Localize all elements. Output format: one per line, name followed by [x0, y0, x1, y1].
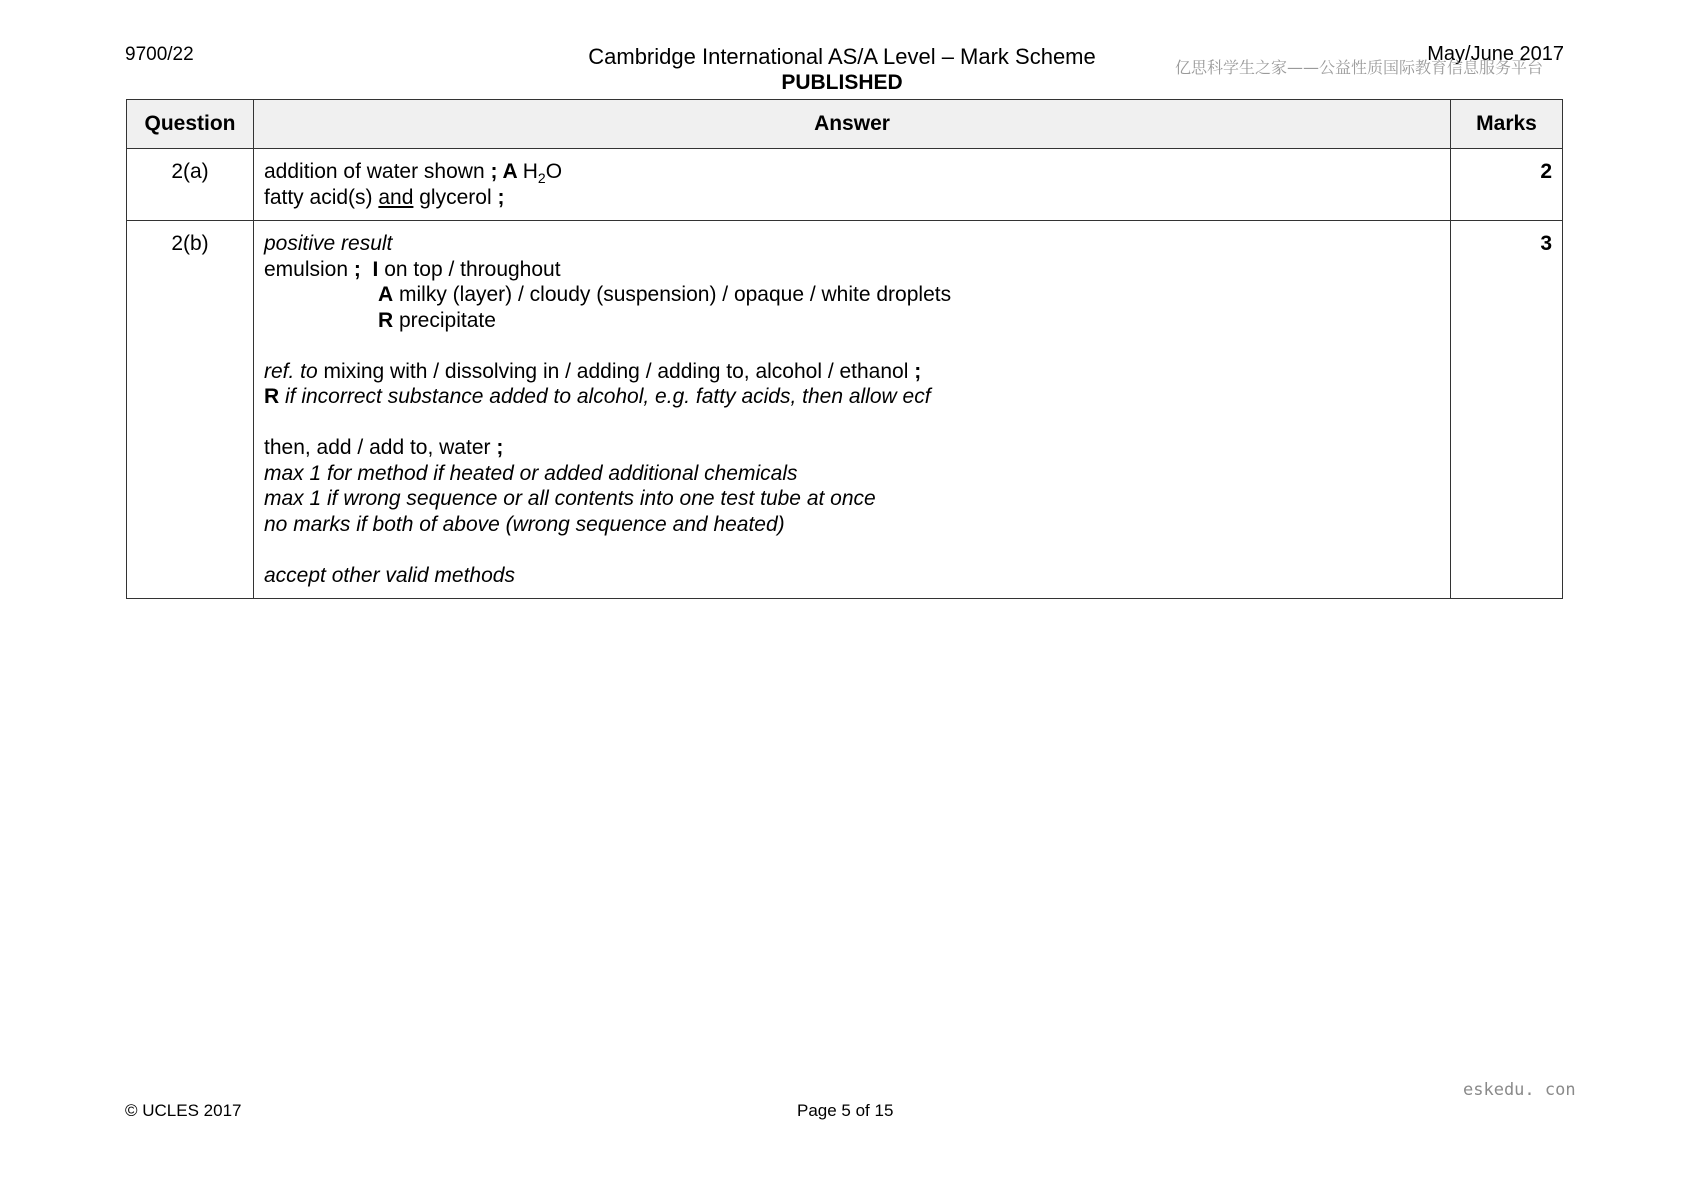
answer-line — [264, 282, 1440, 308]
accept-code: A — [378, 283, 394, 306]
marking-point-separator: ; — [497, 185, 505, 209]
table-header-row — [127, 100, 1563, 149]
underlined-keyword: and — [378, 185, 414, 209]
question-number: 2(b) — [127, 221, 254, 599]
answer-text: on top / throughout — [378, 257, 561, 281]
guidance-note: accept other valid methods — [264, 563, 515, 587]
reject-code: R — [378, 308, 394, 332]
answer-text: precipitate — [393, 308, 496, 332]
marking-point-separator: ; — [914, 359, 922, 383]
marking-point-separator: ; — [490, 160, 498, 183]
guidance-note: if incorrect substance added to alcohol, e.g. fatty acids, then allow ecf — [279, 385, 931, 408]
accept-code: A — [497, 160, 523, 183]
line-spacer — [264, 333, 1440, 359]
published-label: PUBLISHED — [781, 71, 903, 94]
paper-code: 9700/22 — [125, 44, 194, 65]
line-spacer — [264, 410, 1440, 436]
exam-session-date: May/June 2017 — [1427, 43, 1564, 65]
answer-line — [264, 257, 1440, 283]
answer-text: mixing with / dissolving in / adding / adding to, alcohol / ethanol — [317, 359, 915, 383]
line-spacer — [264, 537, 1440, 563]
answer-text: then, add / add to, water — [264, 436, 497, 459]
question-column-header: Question — [127, 100, 254, 149]
question-number: 2(a) — [127, 149, 254, 221]
table-row — [127, 149, 1563, 221]
guidance-note: max 1 if wrong sequence or all contents into one test tube at once — [264, 487, 876, 510]
answer-text: addition of water shown — [264, 160, 491, 183]
guidance-note: no marks if both of above (wrong sequence and heated) — [264, 512, 785, 536]
guidance-note: max 1 for method if heated or added additional chemicals — [264, 461, 798, 485]
copyright-notice: © UCLES 2017 — [125, 1101, 242, 1120]
marks-value: 2 — [1451, 149, 1563, 221]
answer-line — [264, 384, 1440, 410]
answer-column-header: Answer — [254, 100, 1451, 149]
answer-cell — [254, 221, 1451, 599]
formula-subscript: 2 — [537, 170, 546, 187]
marks-value: 3 — [1451, 221, 1563, 599]
page-number: Page 5 of 15 — [797, 1101, 894, 1120]
marks-column-header: Marks — [1451, 100, 1563, 149]
answer-line — [264, 159, 1440, 185]
table-row — [127, 221, 1563, 599]
footer-watermark: eskedu. con — [1463, 1080, 1576, 1100]
ignore-code: I — [360, 257, 379, 281]
marking-point-separator: ; — [353, 257, 361, 281]
answer-line — [264, 435, 1440, 461]
formula-text: H — [522, 160, 538, 183]
answer-line — [264, 185, 1440, 211]
marking-point-separator: ; — [496, 436, 504, 459]
reject-code: R — [264, 385, 280, 408]
answer-cell — [254, 149, 1451, 221]
reference-note: ref. to — [264, 359, 318, 383]
document-title-block — [542, 44, 1142, 96]
answer-text: milky (layer) / cloudy (suspension) / opaque / white droplets — [393, 283, 952, 306]
answer-line — [264, 308, 1440, 334]
answer-line: positive result — [264, 232, 393, 255]
formula-text: O — [545, 160, 563, 183]
header-watermark: 亿思科学生之家——公益性质国际教育信息服务平台 — [1175, 58, 1544, 77]
answer-text: glycerol — [413, 185, 498, 209]
mark-scheme-table — [126, 99, 1563, 599]
document-title: Cambridge International AS/A Level – Mark Scheme — [588, 44, 1096, 69]
answer-text: fatty acid(s) — [264, 185, 379, 209]
answer-line — [264, 359, 1440, 385]
answer-text: emulsion — [264, 257, 354, 281]
